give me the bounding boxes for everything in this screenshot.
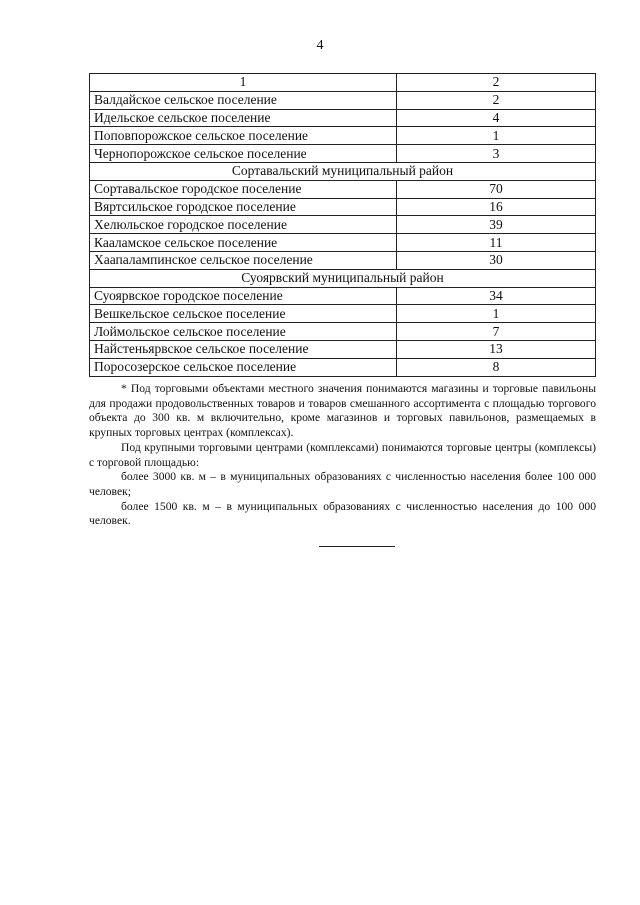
footnotes: [89, 382, 596, 529]
object-count-cell: 11: [397, 234, 596, 252]
settlement-name-cell: Поповпорожское сельское поселение: [90, 127, 397, 145]
table-row: [90, 145, 596, 163]
settlement-name-cell: Валдайское сельское поселение: [90, 91, 397, 109]
settlement-name-cell: Суоярвское городское поселение: [90, 287, 397, 305]
object-count-cell: 16: [397, 198, 596, 216]
district-title: Сортавальский муниципальный район: [90, 162, 596, 180]
table-header-cell: 2: [397, 74, 596, 92]
footnote-over-100k: более 3000 кв. м – в муниципальных образованиях с численностью населения более 100 000 человек;: [89, 470, 596, 498]
table-header-cell: 1: [90, 74, 397, 92]
object-count-cell: 39: [397, 216, 596, 234]
object-count-cell: 7: [397, 323, 596, 341]
table-row: [90, 340, 596, 358]
settlement-name-cell: Чернопорожское сельское поселение: [90, 145, 397, 163]
object-count-cell: 3: [397, 145, 596, 163]
object-count-cell: 1: [397, 305, 596, 323]
section-header-row: [90, 269, 596, 287]
table-header-row: [90, 74, 596, 92]
settlement-name-cell: Сортавальское городское поселение: [90, 180, 397, 198]
settlement-name-cell: Найстеньярвское сельское поселение: [90, 340, 397, 358]
table-row: [90, 251, 596, 269]
table-row: [90, 323, 596, 341]
object-count-cell: 34: [397, 287, 596, 305]
page-number: 4: [316, 38, 324, 53]
table-row: [90, 127, 596, 145]
footnote-large-centers: Под крупными торговыми центрами (комплексами) понимаются торговые центры (комплексы) с торговой площадью:: [89, 440, 596, 469]
footnote-local-objects: * Под торговыми объектами местного значения понимаются магазины и торговые павильоны для продажи продовольственных товаров и товаров смешанного ассортимента с площадью торгового объекта до 300 кв. м включительно, кроме магазинов и торговых павильонов, размещаемых в крупных торговых центрах (комплексах).: [89, 382, 596, 440]
object-count-cell: 1: [397, 127, 596, 145]
end-divider-line: [319, 546, 395, 547]
settlement-name-cell: Кааламское сельское поселение: [90, 234, 397, 252]
table-row: [90, 234, 596, 252]
table-row: [90, 287, 596, 305]
object-count-cell: 2: [397, 91, 596, 109]
table-row: [90, 180, 596, 198]
table-row: [90, 109, 596, 127]
table-row: [90, 198, 596, 216]
settlement-name-cell: Хаапалампинское сельское поселение: [90, 251, 397, 269]
settlement-name-cell: Поросозерское сельское поселение: [90, 358, 397, 376]
object-count-cell: 4: [397, 109, 596, 127]
object-count-cell: 13: [397, 340, 596, 358]
settlement-name-cell: Лоймольское сельское поселение: [90, 323, 397, 341]
settlement-name-cell: Хелюльское городское поселение: [90, 216, 397, 234]
settlement-name-cell: Вешкельское сельское поселение: [90, 305, 397, 323]
object-count-cell: 70: [397, 180, 596, 198]
table-row: [90, 305, 596, 323]
object-count-cell: 30: [397, 251, 596, 269]
section-header-row: [90, 162, 596, 180]
footnote-under-100k: более 1500 кв. м – в муниципальных образованиях с численностью населения до 100 000 человек.: [89, 499, 596, 528]
district-title: Суоярвский муниципальный район: [90, 269, 596, 287]
data-table: [89, 73, 596, 377]
object-count-cell: 8: [397, 358, 596, 376]
table-row: [90, 358, 596, 376]
settlement-name-cell: Вяртсильское городское поселение: [90, 198, 397, 216]
table-row: [90, 91, 596, 109]
settlement-name-cell: Идельское сельское поселение: [90, 109, 397, 127]
table-row: [90, 216, 596, 234]
